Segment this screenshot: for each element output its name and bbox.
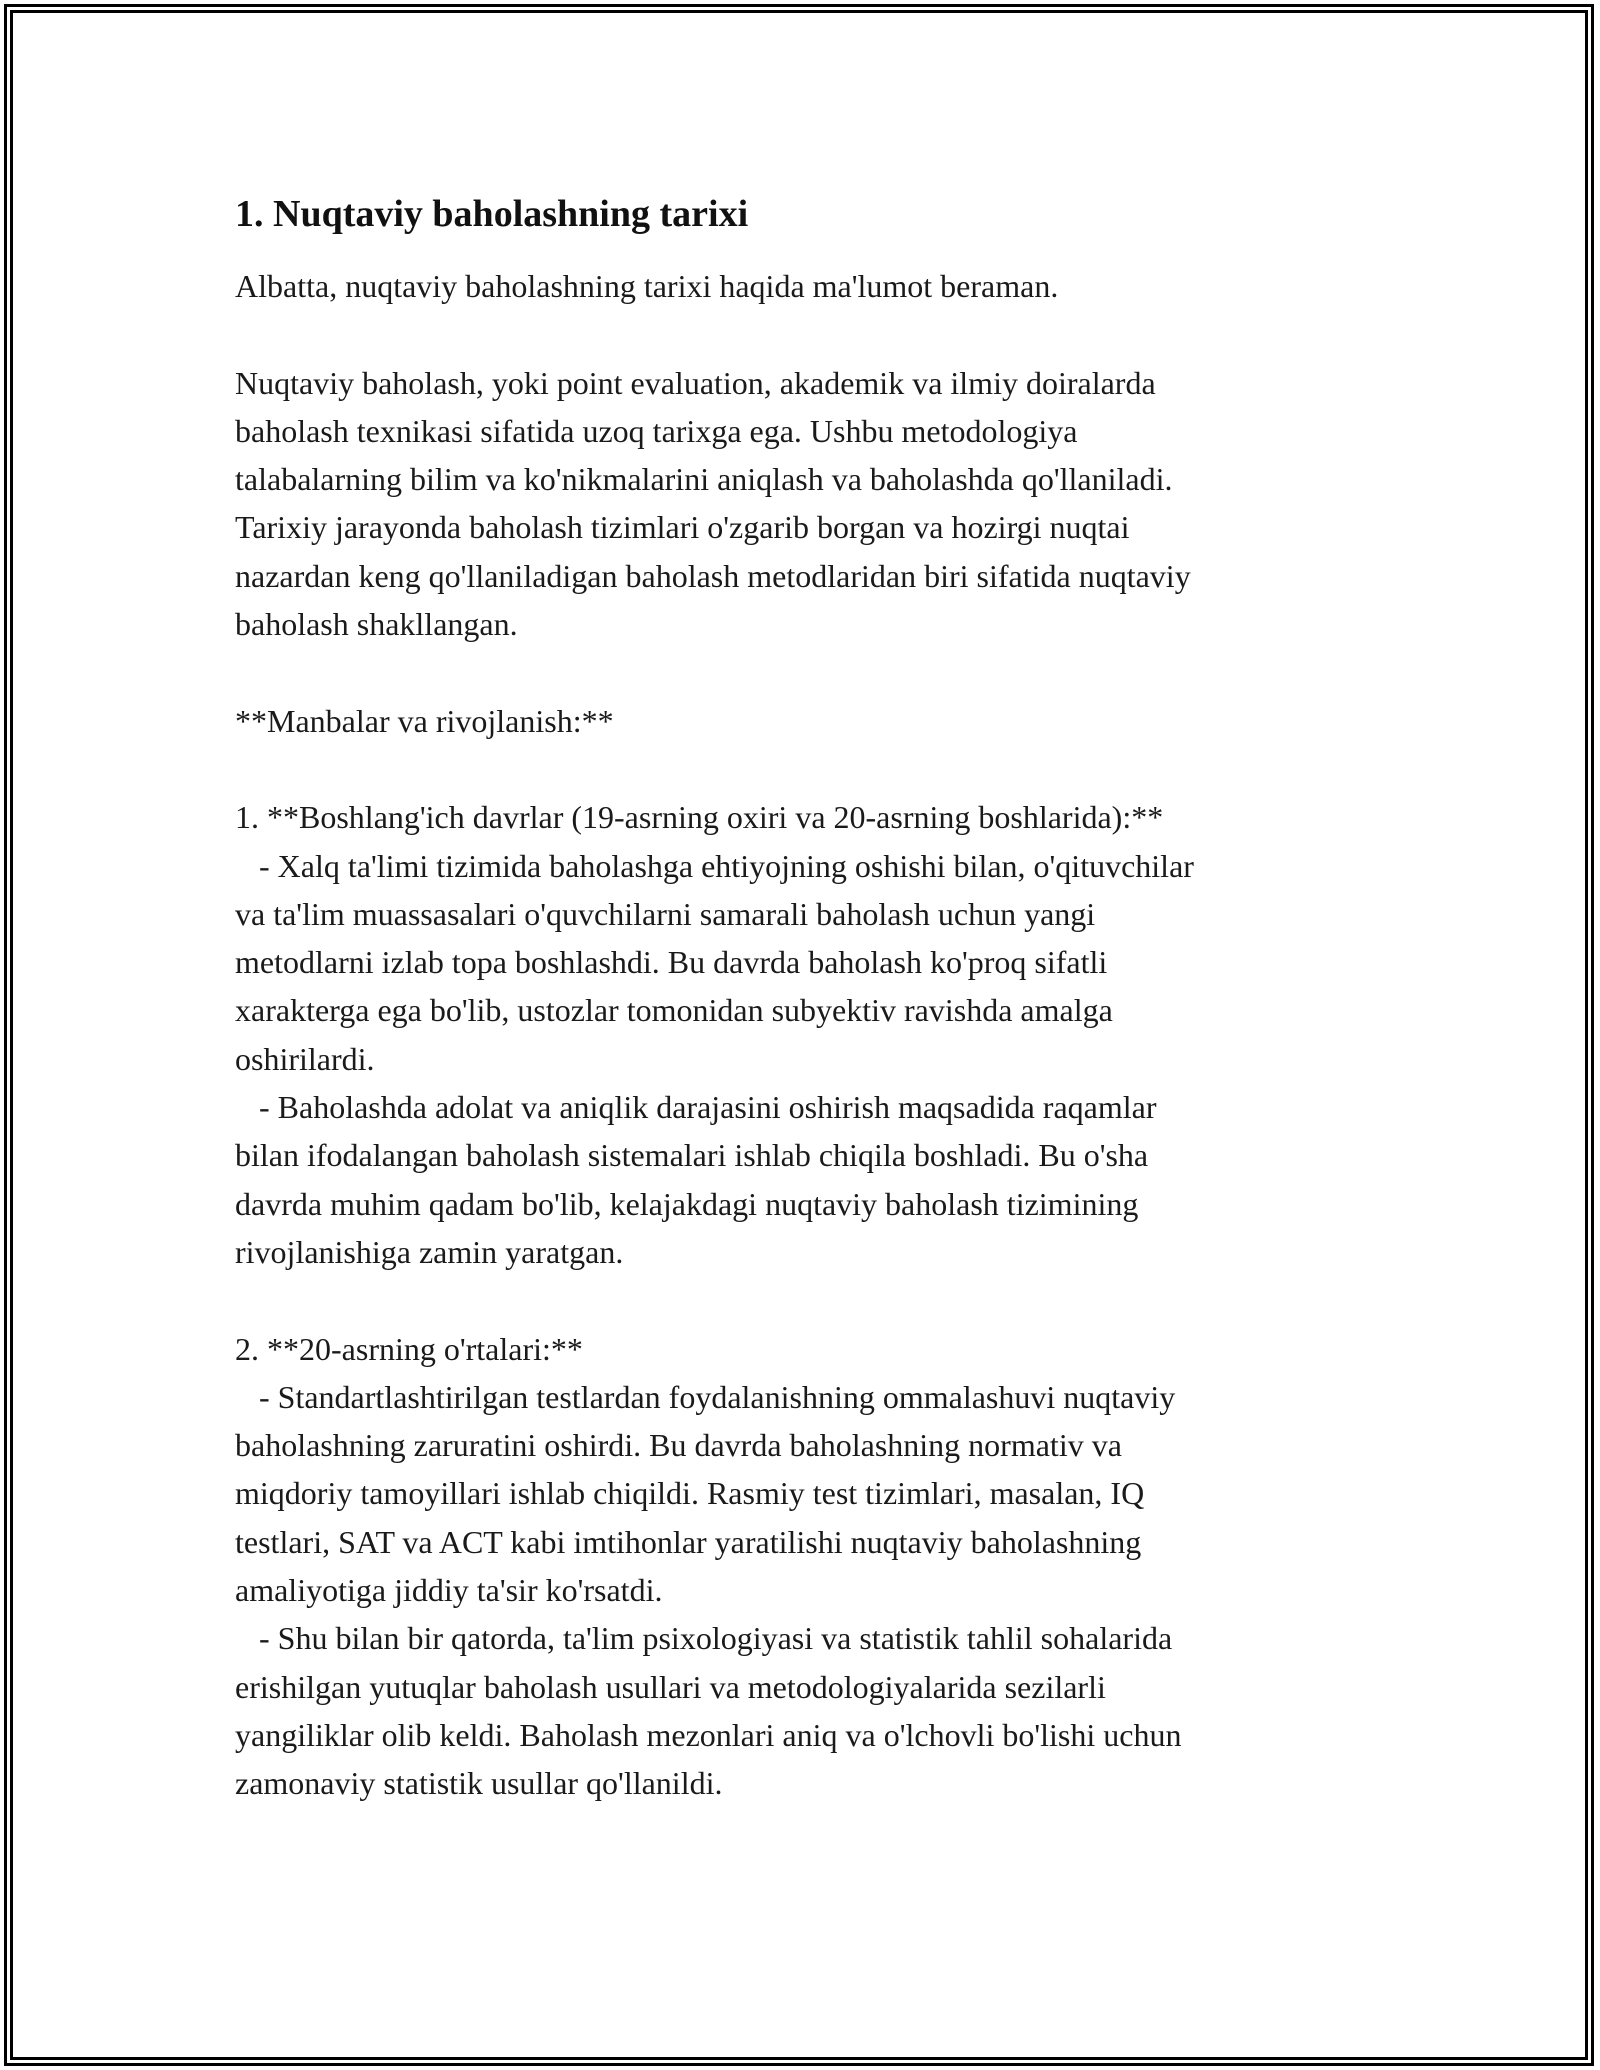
- document-title: 1. Nuqtaviy baholashning tarixi: [235, 193, 749, 235]
- document-content: [235, 188, 1375, 1808]
- document-body: Albatta, nuqtaviy baholashning tarixi haqida ma'lumot beraman. Nuqtaviy baholash, yoki point evaluation, akademik va ilmiy doiralarda baholash texnikasi sifatida uzoq tarixga ega. Ushbu metodologiya talabalarning bilim va ko'nikmalarini aniqlash va baholashda qo'llaniladi. Tarixiy jarayonda baholash tizimlari o'zgarib borgan va hozirgi nuqtai nazardan keng qo'llaniladigan baholash metodlaridan biri sifatida nuqtaviy baholash shakllangan. **Manbalar va rivojlanish:** 1. **Boshlang'ich davrlar (19-asrning oxiri va 20-asrning boshlarida):** - Xalq ta'limi tizimida baholashga ehtiyojning oshishi bilan, o'qituvchilar va ta'lim muassasalari o'quvchilarni samarali baholash uchun yangi metodlarni izlab topa boshlashdi. Bu davrda baholash ko'proq sifatli xarakterga ega bo'lib, ustozlar tomonidan subyektiv ravishda amalga oshirilardi. - Baholashda adolat va aniqlik darajasini oshirish maqsadida raqamlar bilan ifodalangan baholash sistemalari ishlab chiqila boshladi. Bu o'sha davrda muhim qadam bo'lib, kelajakdagi nuqtaviy baholash tizimining rivojlanishiga zamin yaratgan. 2. **20-asrning o'rtalari:** - Standartlashtirilgan testlardan foydalanishning ommalashuvi nuqtaviy baholashning zaruratini oshirdi. Bu davrda baholashning normativ va miqdoriy tamoyillari ishlab chiqildi. Rasmiy test tizimlari, masalan, IQ testlari, SAT va ACT kabi imtihonlar yaratilishi nuqtaviy baholashning amaliyotiga jiddiy ta'sir ko'rsatdi. - Shu bilan bir qatorda, ta'lim psixologiyasi va statistik tahlil sohalarida erishilgan yutuqlar baholash usullari va metodologiyalarida sezilarli yangiliklar olib keldi. Baholash mezonlari aniq va o'lchovli bo'lishi uchun zamonaviy statistik usullar qo'llanildi.: [235, 268, 1194, 1802]
